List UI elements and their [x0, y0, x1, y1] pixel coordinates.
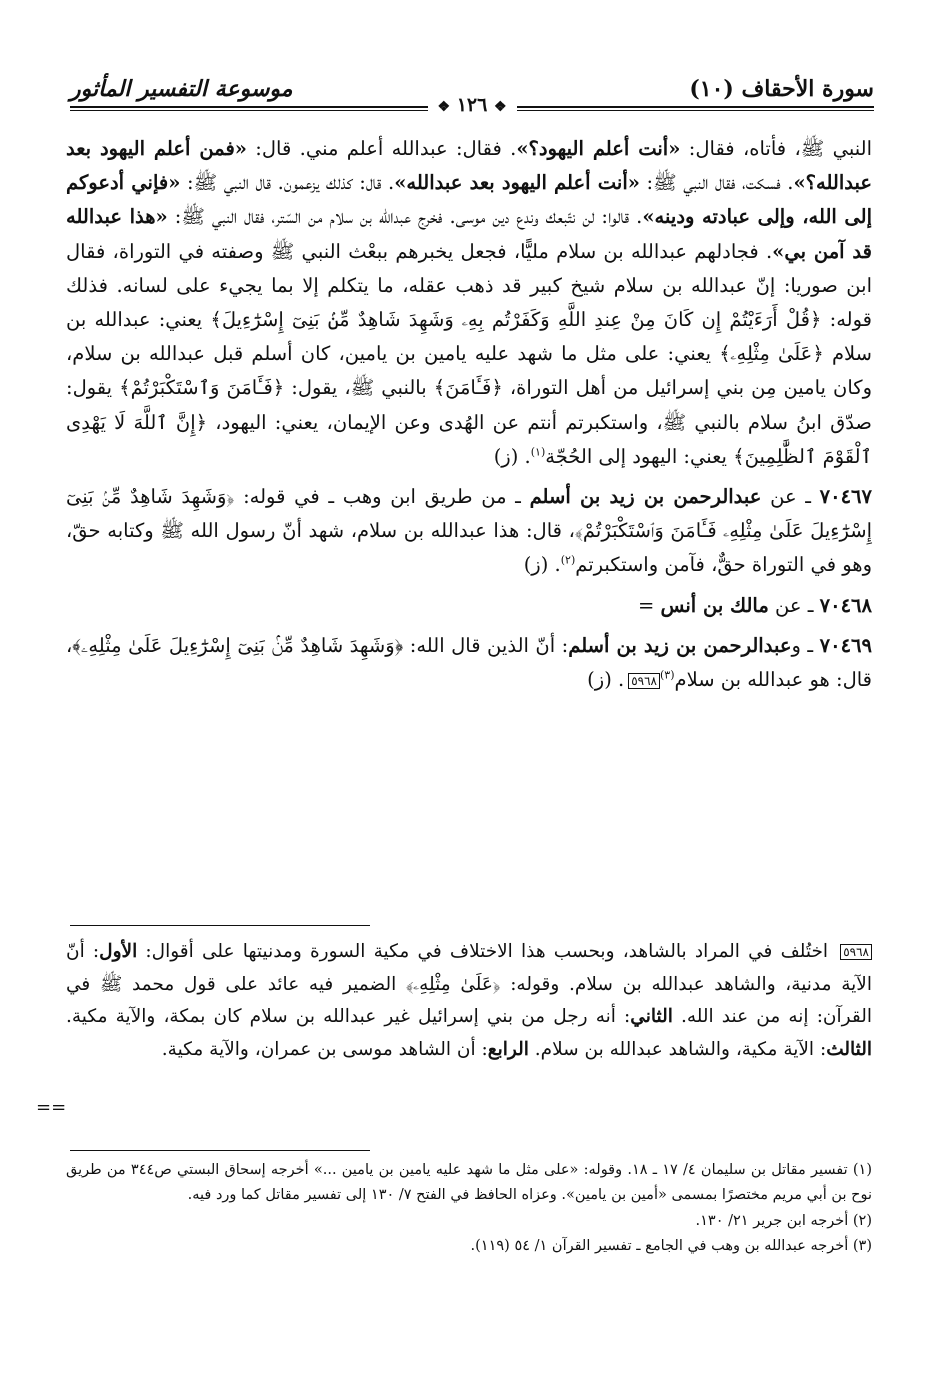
text-run: : أن الشاهد موسى بن عمران، والآية مكية. — [161, 1038, 488, 1060]
narrator-name: عبدالرحمن بن زيد بن أسلم — [568, 633, 792, 657]
text-run: : أنه رجل من بني إسرائيل غير عبدالله بن سلام كان بمكة، والآية مكية. — [66, 1006, 631, 1028]
text-run: . (ز) — [493, 444, 531, 468]
text-run: ـ من طريق ابن وهب ـ في قوله: ﴿وَشَهِدَ شَاهِدٌ مِّنۢ بَنِىٓ إِسْرَٰٓءِيلَ عَلَىٰ مِثْلِهِۦ فَـَٔامَنَ وَٱسْتَكْبَرْتُمْ﴾، قال: هذا عبدالله بن سلام، شهد أنّ رسول الله ﷺ وكتابه حقّ، وهو في التوراة حقٌّ، فآمن واستكبرتم — [66, 485, 872, 577]
narrator-name: عبدالرحمن بن زيد بن أسلم — [529, 485, 762, 509]
text-run: . (ز) — [523, 553, 561, 577]
entry-number: ٧٠٤٦٧ — [819, 485, 872, 509]
text-run: = — [637, 593, 661, 617]
footnote-3: (٣) أخرجه عبدالله بن وهب في الجامع ـ تفسير القرآن ١/ ٥٤ (١١٩). — [470, 1238, 872, 1255]
page-number: ١٢٦ — [456, 94, 488, 116]
commentary-paragraph — [66, 936, 872, 1066]
text-run: : أنّ الذين قال الله: ﴿وَشَهِدَ شَاهِدٌ مِّنۢ بَنِىٓ إِسْرَٰٓءِيلَ عَلَىٰ مِثْلِهِۦ﴾، قال: هو عبدالله بن سلام — [66, 633, 872, 692]
footnote-1: (١) تفسير مقاتل بن سليمان ٤/ ١٧ ـ ١٨. وقوله: «على مثل ما شهد عليه يامين بن يامين ...» أخرجه إسحاق البستي ص٣٤٤ من طريق نوح بن أبي مريم مختصرًا بمسمى «أمين بن يامين». وعزاه الحافظ في الفتح ٧/ ١٣٠ إلى تفسير مقاتل كما ورد فيه. — [66, 1162, 872, 1204]
hadith-quote: «فمن أعلم اليهود بعد عبدالله؟» — [66, 137, 873, 195]
continuation-mark: == — [36, 1097, 67, 1118]
commentary-tag: ٥٩٦٨ — [840, 944, 872, 960]
text-run: ـ عن — [761, 485, 820, 509]
footnote-separator — [70, 1150, 370, 1151]
commentary-separator — [70, 925, 370, 926]
commentary — [66, 936, 872, 1066]
text-run: اختُلف في المراد بالشاهد، وبحسب هذا الاختلاف في مكية السورة ومدنيتها على أقوال: — [137, 941, 837, 962]
footnote-ref[interactable]: (٢) — [560, 553, 576, 567]
text-run: : الآية مكية، والشاهد عبدالله بن سلام. — [528, 1038, 827, 1060]
hadith-quote: «أنت أعلم اليهود بعد عبدالله» — [394, 171, 640, 195]
hadith-quote: «فإني أدعوكم إلى الله، وإلى عبادته ودينه» — [66, 171, 872, 229]
ornament-icon: ❖ — [493, 99, 507, 115]
paragraph-narration — [66, 132, 872, 474]
hadith-quote: «أنت أعلم اليهود؟» — [516, 137, 681, 160]
footnote-ref[interactable]: (٣) — [659, 668, 675, 682]
opinion-label: الثاني — [630, 1006, 673, 1028]
footnotes — [66, 1158, 872, 1260]
text-run: . قالوا: لن نتّبعك وندع دين موسى. فخرج عبدالله بن سلام من السّتر، فقال النبي ﷺ: — [167, 205, 643, 229]
text-run: . فجادلهم عبدالله بن سلام مليًّا، فجعل يخبرهم ببعْث النبي ﷺ وصفته في التوراة، فقال ابن صوريا: إنّ عبدالله بن سلام شيخ كبير قد ذهب عقله، ما يتكلم إلا بما يجيء على لسانه. فذلك قوله: ﴿قُلْ أَرَءَيْتُمْ إِن كَانَ مِنْ عِندِ اللَّهِ وَكَفَرْتُم بِهِۦ وَشَهِدَ شَاهِدٌ مِّنۢ بَنِىٓ إِسْرَٰٓءِيلَ﴾ يعني: عبدالله بن سلام ﴿عَلَىٰ مِثْلِهِۦ﴾ يعني: على مثل ما شهد عليه يامين بن يامين، كان أسلم قبل عبدالله بن سلام، وكان يامين مِن بني إسرائيل من أهل التوراة، ﴿فَـَٔامَنَ﴾ بالنبي ﷺ، يقول: ﴿فَـَٔامَنَ وَٱسْتَكْبَرْتُمْ﴾ يقول: صدّق ابنُ سلام بالنبي ﷺ، واستكبرتم أنتم عن الهُدى وعن الإيمان، يعني: اليهود، ﴿إِنَّ ٱللَّهَ لَا يَهْدِى ٱلْقَوْمَ ٱلظَّٰلِمِينَ﴾ يعني: اليهود إلى الحُجّة — [66, 239, 872, 468]
text-run: : أنّ الآية مدنية، والشاهد عبدالله بن سلام. وقوله: ﴿عَلَىٰ مِثْلِهِۦ﴾ الضمير فيه عائد على قول محمد ﷺ في القرآن: إنه من عند الله. — [66, 941, 872, 1028]
opinion-label: الثالث — [826, 1038, 872, 1060]
opinion-label: الأول — [99, 941, 138, 962]
main-text — [66, 132, 872, 697]
text-run: . (ز) — [587, 668, 625, 692]
footnote-2: (٢) أخرجه ابن جرير ٢١/ ١٣٠. — [695, 1212, 872, 1229]
entry-70469 — [66, 629, 872, 697]
entry-number: ٧٠٤٦٩ — [819, 633, 872, 657]
entry-number: ٧٠٤٦٨ — [819, 593, 872, 617]
entry-70468 — [66, 589, 872, 623]
entry-70467 — [66, 480, 872, 583]
text-run: . قال: كذلك يزعمون. قال النبي ﷺ: — [180, 171, 395, 195]
narrator-name: مالك بن أنس — [660, 593, 769, 617]
text-run: ـ و — [791, 633, 820, 657]
text-run: . فقال: عبدالله أعلم مني. قال: — [246, 137, 517, 160]
book-title: موسوعة التفسير المأثور — [70, 76, 293, 102]
surah-title: سورة الأحقاف (١٠) — [689, 76, 874, 102]
opinion-label: الرابع — [487, 1038, 529, 1060]
commentary-ref-tag[interactable]: ٥٩٦٨ — [628, 673, 660, 689]
page-number-wrap — [0, 94, 944, 116]
text-run: . فسكت، فقال النبي ﷺ: — [639, 171, 794, 195]
hadith-quote: «هذا عبدالله قد آمن بي» — [66, 205, 872, 263]
ornament-icon: ❖ — [437, 99, 451, 115]
footnote-ref[interactable]: (١) — [530, 445, 546, 459]
text-run: ـ عن — [768, 593, 820, 617]
text-run: النبي ﷺ، فأتاه، فقال: — [680, 137, 873, 160]
